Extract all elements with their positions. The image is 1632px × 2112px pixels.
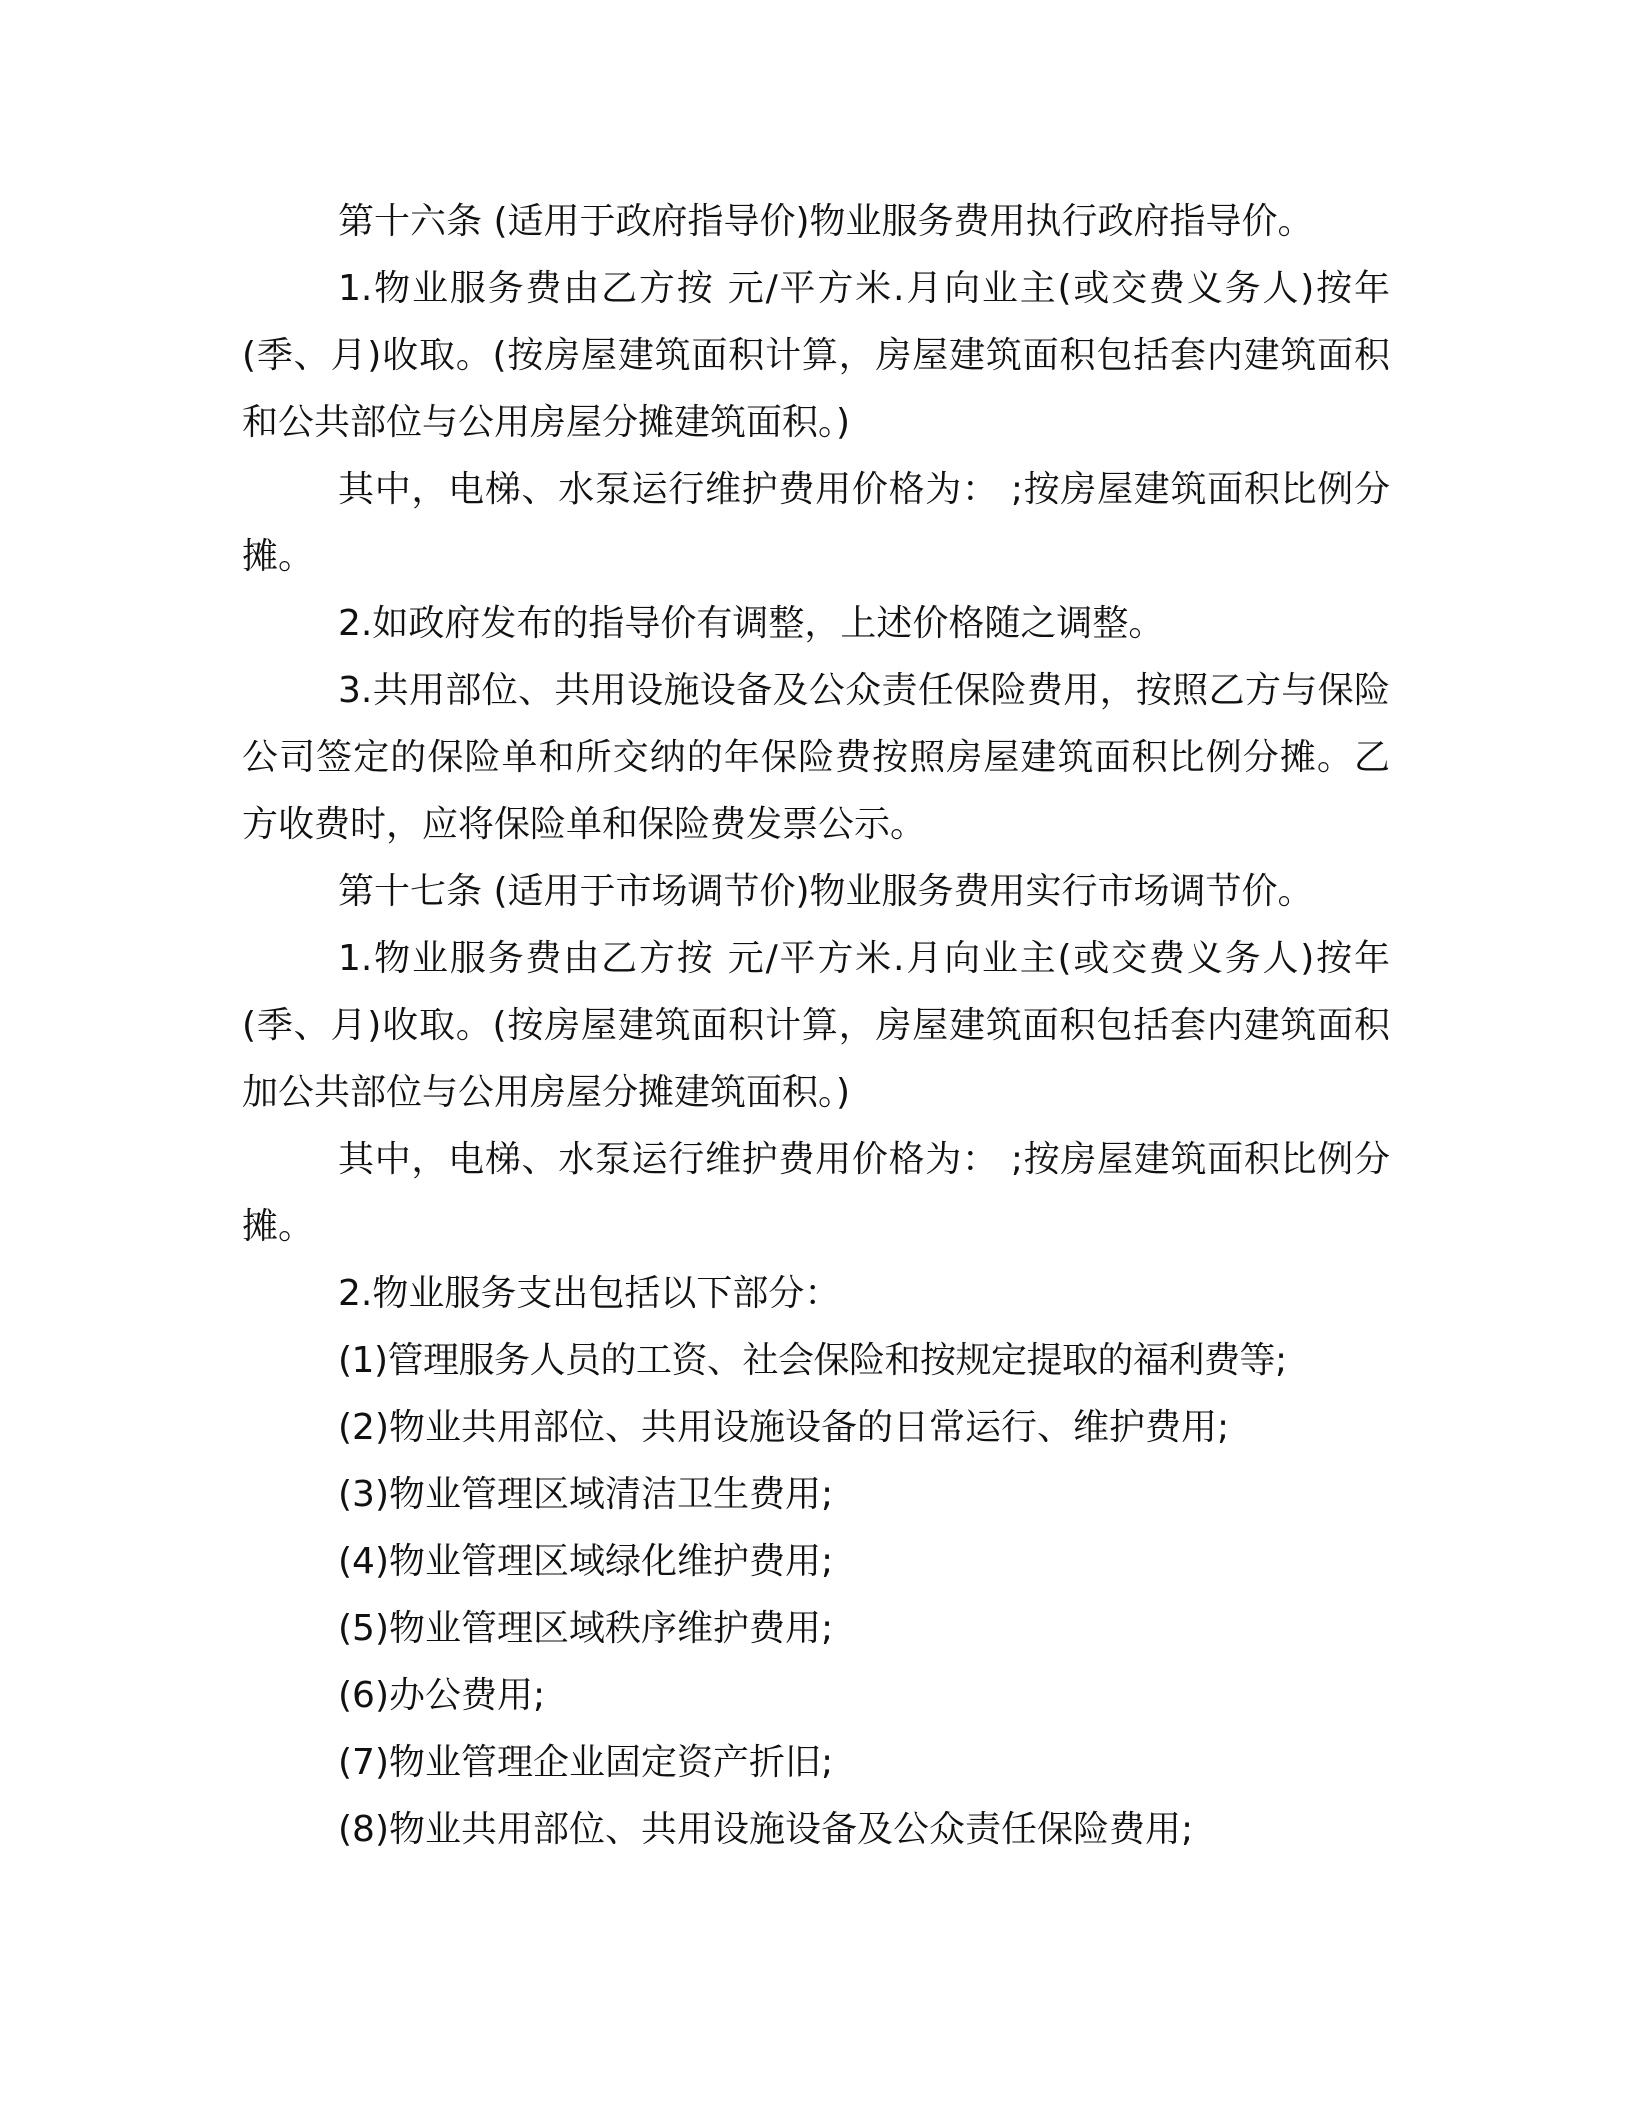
article-17-clause-2: 2.物业服务支出包括以下部分： xyxy=(338,1273,841,1314)
expense-item-7: (7)物业管理企业固定资产折旧; xyxy=(338,1742,834,1783)
expense-item-8: (8)物业共用部位、共用设施设备及公众责任保险费用; xyxy=(338,1809,1194,1850)
expense-item-5: (5)物业管理区域秩序维护费用; xyxy=(338,1608,834,1649)
article-16-clause-1: 1.物业服务费由乙方按 元/平方米.月向业主(或交费义务人)按年(季、月)收取。(按房屋建筑面积计算，房屋建筑面积包括套内建筑面积和公共部位与公用房屋分摊建筑面积。) xyxy=(242,268,1390,443)
expense-item-1: (1)管理服务人员的工资、社会保险和按规定提取的福利费等; xyxy=(338,1340,1287,1381)
article-17-elevator-fee: 其中，电梯、水泵运行维护费用价格为： ;按房屋建筑面积比例分摊。 xyxy=(242,1139,1390,1247)
article-16-elevator-fee: 其中，电梯、水泵运行维护费用价格为： ;按房屋建筑面积比例分摊。 xyxy=(242,469,1390,577)
expense-item-6: (6)办公费用; xyxy=(338,1675,546,1716)
article-16-clause-3: 3.共用部位、共用设施设备及公众责任保险费用，按照乙方与保险公司签定的保险单和所交纳的年保险费按照房屋建筑面积比例分摊。乙方收费时，应将保险单和保险费发票公示。 xyxy=(242,670,1390,845)
article-17-clause-1: 1.物业服务费由乙方按 元/平方米.月向业主(或交费义务人)按年(季、月)收取。(按房屋建筑面积计算，房屋建筑面积包括套内建筑面积加公共部位与公用房屋分摊建筑面积。) xyxy=(242,938,1390,1113)
article-17-heading: 第十七条 (适用于市场调节价)物业服务费用实行市场调节价。 xyxy=(338,871,1314,912)
article-16-heading: 第十六条 (适用于政府指导价)物业服务费用执行政府指导价。 xyxy=(338,201,1314,242)
article-16-clause-2: 2.如政府发布的指导价有调整，上述价格随之调整。 xyxy=(338,603,1165,644)
expense-item-2: (2)物业共用部位、共用设施设备的日常运行、维护费用; xyxy=(338,1407,1230,1448)
expense-item-4: (4)物业管理区域绿化维护费用; xyxy=(338,1541,834,1582)
expense-item-3: (3)物业管理区域清洁卫生费用; xyxy=(338,1474,834,1515)
document-body xyxy=(242,188,1390,1863)
